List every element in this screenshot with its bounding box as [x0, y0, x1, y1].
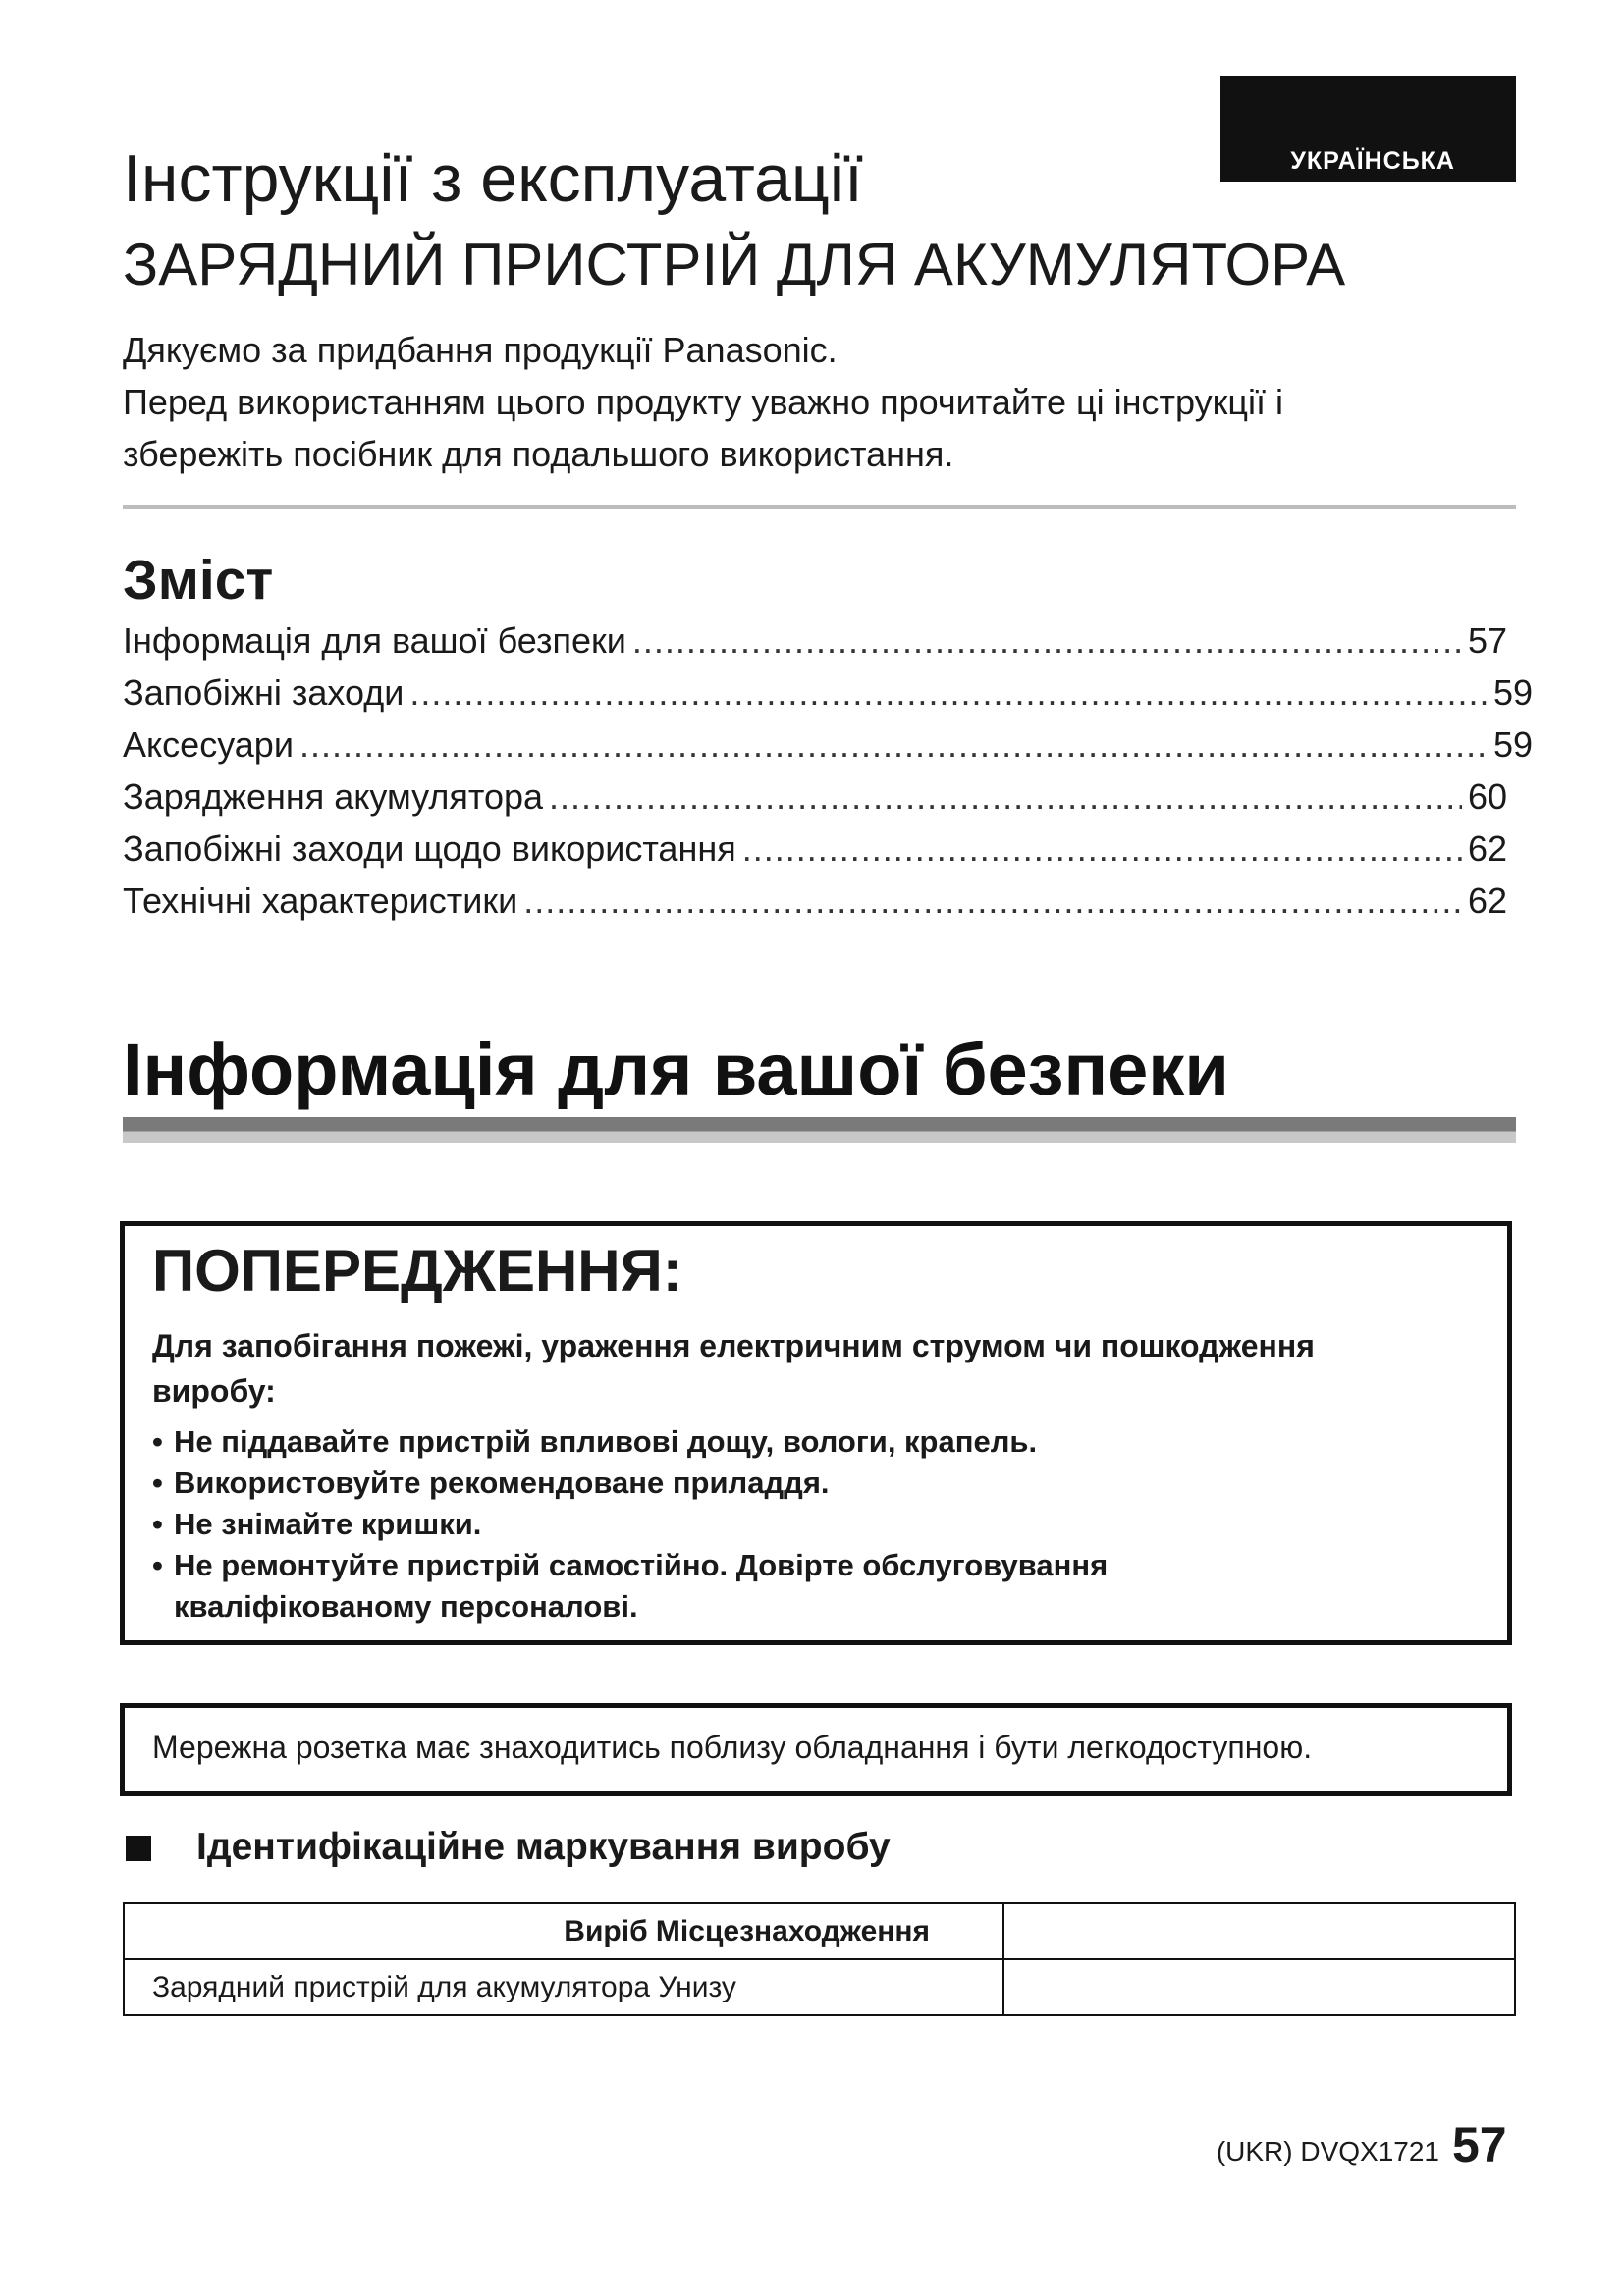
section-divider [123, 1117, 1516, 1143]
toc-item-label: Інформація для вашої безпеки [123, 620, 626, 661]
warning-intro-line: Для запобігання пожежі, ураження електричним струмом чи пошкодження [152, 1328, 1315, 1363]
document-code: (UKR) DVQX1721 [1216, 2136, 1439, 2166]
toc-item-label: Запобіжні заходи щодо використання [123, 828, 736, 869]
toc-item[interactable] [123, 776, 1507, 828]
page-title: Інструкції з експлуатації [123, 141, 863, 216]
warning-item: • Використовуйте рекомендоване приладдя. [152, 1463, 1488, 1504]
toc-item[interactable] [123, 881, 1507, 933]
toc-item-label: Аксесуари [123, 724, 294, 765]
table-header-row [124, 1903, 1515, 1959]
toc-item-page: 60 [1467, 776, 1507, 817]
toc-item-label: Запобіжні заходи [123, 672, 405, 713]
identification-heading: Ідентифікаційне маркування виробу [196, 1826, 891, 1868]
warning-item: • Не піддавайте пристрій впливові дощу, вологи, крапель. [152, 1421, 1488, 1463]
page-number: 57 [1452, 2117, 1507, 2172]
section-heading: Інформація для вашої безпеки [123, 1029, 1229, 1110]
intro-line: Перед використанням цього продукту уважно прочитайте ці інструкції і [123, 382, 1284, 422]
toc-item-page: 57 [1467, 620, 1507, 661]
table-of-contents [123, 620, 1537, 933]
toc-item-label: Зарядження акумулятора [123, 776, 544, 817]
warning-item: • Не ремонтуйте пристрій самостійно. Довірте обслуговування кваліфікованому персоналові. [152, 1545, 1254, 1628]
product-name: ЗАРЯДНИЙ ПРИСТРІЙ ДЛЯ АКУМУЛЯТОРА [123, 232, 1346, 297]
warning-item: • Не знімайте кришки. [152, 1504, 1488, 1545]
identification-table [123, 1902, 1516, 2016]
toc-leader-dots [299, 724, 1488, 766]
table-cell: Зарядний пристрій для акумулятора Унизу [124, 1959, 1003, 2015]
table-header-cell: Виріб Місцезнаходження [124, 1903, 1003, 1959]
square-bullet-icon [126, 1836, 151, 1861]
table-row [124, 1959, 1515, 2015]
language-tab [1220, 76, 1516, 182]
toc-leader-dots [632, 620, 1462, 662]
intro-line: Дякуємо за придбання продукції Panasonic. [123, 330, 838, 370]
toc-leader-dots [409, 672, 1488, 714]
warning-intro [152, 1323, 1507, 1414]
warning-intro-line: виробу: [152, 1373, 276, 1409]
divider [123, 505, 1516, 509]
toc-item[interactable] [123, 672, 1533, 724]
toc-item[interactable] [123, 828, 1507, 881]
intro-line: збережіть посібник для подальшого використання. [123, 434, 954, 474]
toc-heading: Зміст [123, 549, 274, 612]
toc-leader-dots [742, 828, 1462, 870]
intro-text [123, 324, 1283, 480]
toc-leader-dots [523, 881, 1462, 922]
toc-leader-dots [549, 776, 1462, 818]
toc-item[interactable] [123, 620, 1507, 672]
toc-item-label: Технічні характеристики [123, 881, 518, 921]
toc-item[interactable] [123, 724, 1533, 776]
note-text: Мережна розетка має знаходитись поблизу обладнання і бути легкодоступною. [152, 1730, 1313, 1765]
toc-item-page: 62 [1467, 881, 1507, 921]
language-label: УКРАЇНСЬКА [1290, 147, 1455, 175]
table-cell [1003, 1903, 1515, 1959]
toc-item-page: 59 [1492, 724, 1533, 765]
toc-item-page: 59 [1492, 672, 1533, 713]
warning-title: ПОПЕРЕДЖЕННЯ: [152, 1238, 682, 1304]
toc-item-page: 62 [1467, 828, 1507, 869]
warning-list [152, 1421, 1488, 1628]
table-cell [1003, 1959, 1515, 2015]
